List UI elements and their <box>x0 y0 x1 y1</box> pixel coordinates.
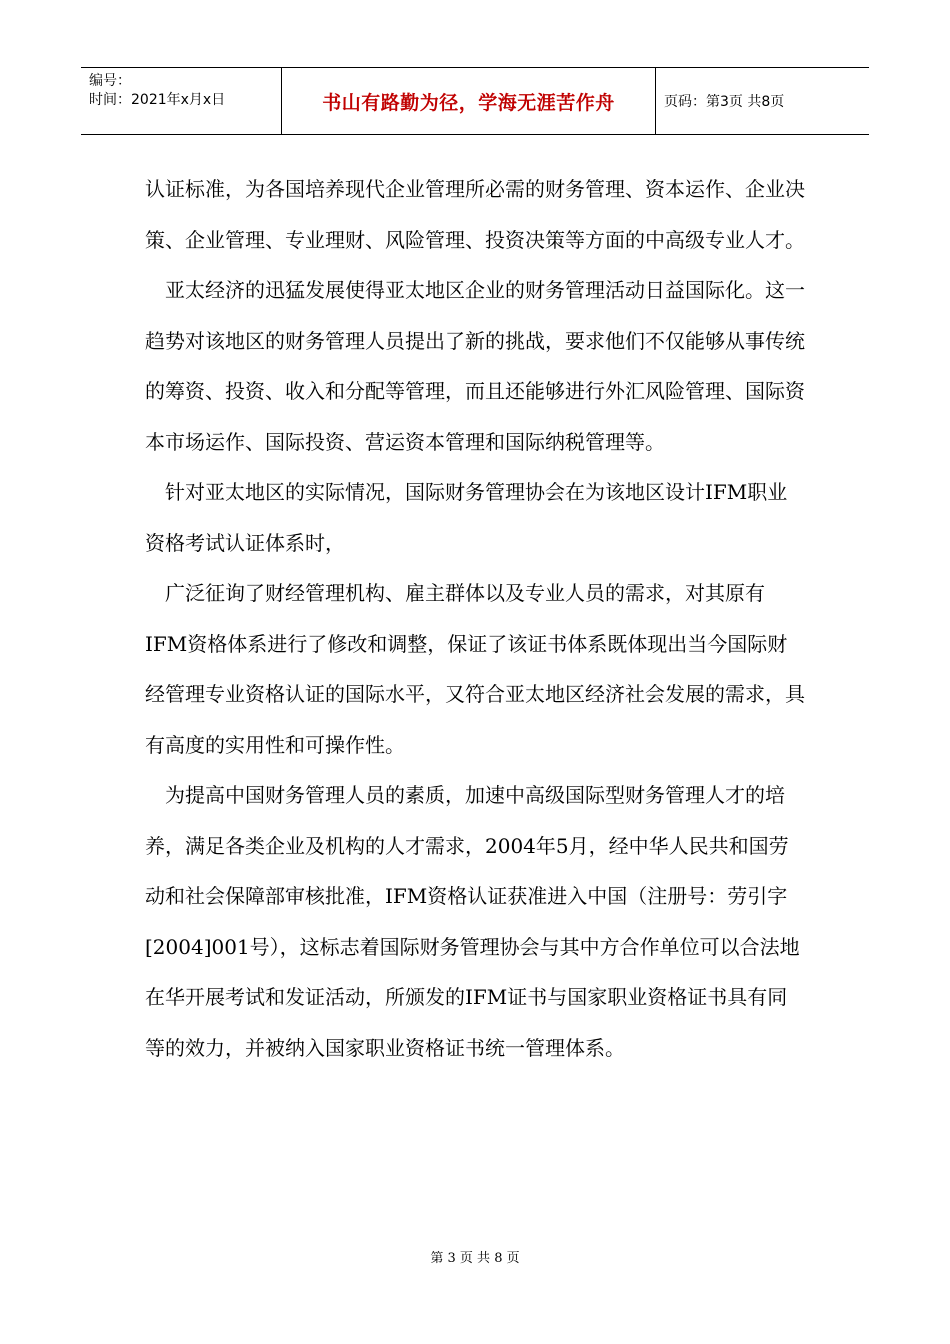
document-number-label: 编号： <box>89 73 131 89</box>
paragraph-1: 认证标准，为各国培养现代企业管理所必需的财务管理、资本运作、企业决策、企业管理、专业理财、风险管理、投资决策等方面的中高级专业人才。 <box>145 177 805 252</box>
page-footer: 第 3 页 共 8 页 <box>430 1251 520 1266</box>
header-motto: 书山有路勤为径，学海无涯苦作舟 <box>282 68 656 134</box>
document-body <box>145 164 805 1073</box>
header-meta <box>81 68 282 134</box>
header-page-label: 页码：第3页 共8页 <box>664 94 785 110</box>
paragraph-5: 为提高中国财务管理人员的素质，加速中高级国际型财务管理人才的培养，满足各类企业及机构的人才需求，2004年5月，经中华人民共和国劳动和社会保障部审核批准，IFM资格认证获准进入中国（注册号：劳引字[2004]001号），这标志着国际财务管理协会与其中方合作单位可以合法地在华开展考试和发证活动，所颁发的IFM证书与国家职业资格证书具有同等的效力，并被纳入国家职业资格证书统一管理体系。 <box>145 783 800 1060</box>
paragraph-4: 广泛征询了财经管理机构、雇主群体以及专业人员的需求，对其原有IFM资格体系进行了修改和调整，保证了该证书体系既体现出当今国际财经管理专业资格认证的国际水平，又符合亚太地区经济社会发展的需求，具有高度的实用性和可操作性。 <box>145 581 805 757</box>
page-header <box>81 67 869 135</box>
paragraph-2: 亚太经济的迅猛发展使得亚太地区企业的财务管理活动日益国际化。这一趋势对该地区的财务管理人员提出了新的挑战，要求他们不仅能够从事传统的筹资、投资、收入和分配等管理，而且还能够进行外汇风险管理、国际资本市场运作、国际投资、营运资本管理和国际纳税管理等。 <box>145 278 805 454</box>
paragraph-3: 针对亚太地区的实际情况，国际财务管理协会在为该地区设计IFM职业资格考试认证体系时， <box>145 480 788 555</box>
document-date-label: 时间：2021年x月x日 <box>89 92 226 108</box>
